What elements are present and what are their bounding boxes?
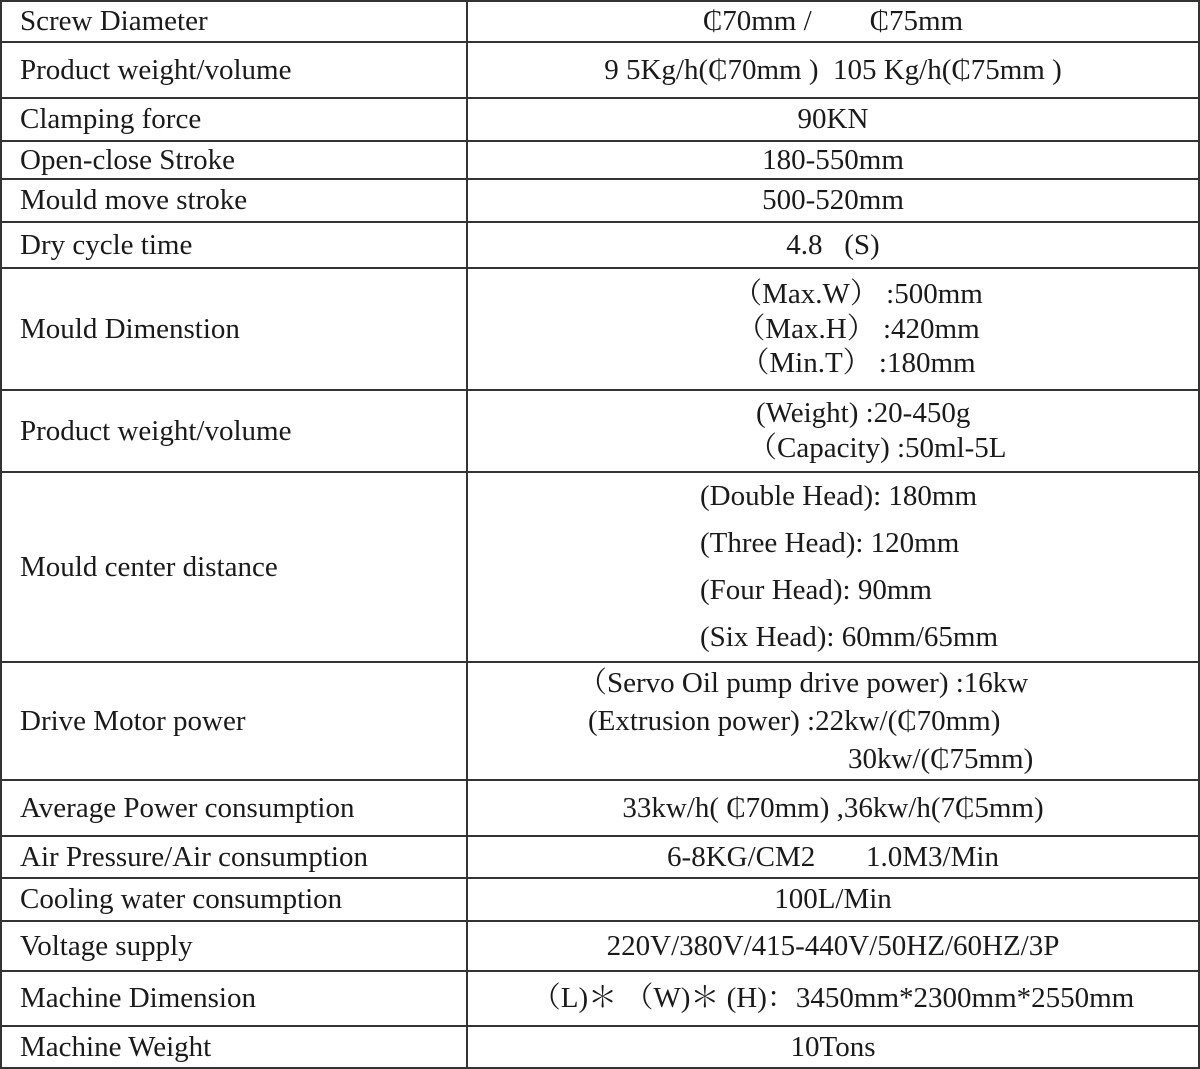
spec-value-line: （Max.W） :500mm: [733, 277, 983, 310]
table-row: [1, 1026, 1199, 1068]
spec-value-line: （Min.T） :180mm: [740, 347, 976, 380]
table-row: [1, 1, 1199, 42]
table-row: [1, 98, 1199, 141]
spec-value-line: 6-8KG/CM2 1.0M3/Min: [667, 840, 999, 873]
spec-value-line: 9 5Kg/h(₵70mm ) 105 Kg/h(₵75mm ): [604, 53, 1062, 86]
spec-value: [467, 98, 1199, 141]
spec-label: Open-close Stroke: [1, 141, 467, 179]
spec-value-line: 33kw/h( ₵70mm) ,36kw/h(7₵5mm): [622, 791, 1044, 824]
spec-value-line: (Six Head): 60mm/65mm: [700, 621, 999, 653]
spec-label: Average Power consumption: [1, 780, 467, 836]
table-row: [1, 222, 1199, 268]
spec-label: Drive Motor power: [1, 662, 467, 780]
spec-value: [467, 390, 1199, 472]
spec-value-line: （L)＊ （W)＊ (H)：3450mm*2300mm*2550mm: [531, 982, 1135, 1015]
table-row: [1, 878, 1199, 921]
spec-label: Product weight/volume: [1, 390, 467, 472]
spec-value: [467, 1026, 1199, 1068]
spec-label: Mould Dimenstion: [1, 268, 467, 390]
spec-value-line: (Double Head): 180mm: [700, 480, 978, 512]
spec-label: Dry cycle time: [1, 222, 467, 268]
spec-value: [467, 141, 1199, 179]
spec-value-line: （Servo Oil pump drive power) :16kw: [578, 667, 1029, 699]
spec-label: Machine Dimension: [1, 971, 467, 1026]
table-row: [1, 662, 1199, 780]
spec-label: Mould center distance: [1, 472, 467, 662]
spec-value: [467, 780, 1199, 836]
spec-label: Mould move stroke: [1, 179, 467, 222]
spec-value-line: (Weight) :20-450g: [756, 397, 971, 430]
spec-value: [467, 836, 1199, 878]
table-row: [1, 780, 1199, 836]
spec-value: [467, 179, 1199, 222]
table-row: [1, 268, 1199, 390]
spec-label: Machine Weight: [1, 1026, 467, 1068]
spec-label: Voltage supply: [1, 921, 467, 971]
spec-value-line: 100L/Min: [774, 883, 892, 916]
spec-value: [467, 268, 1199, 390]
table-row: [1, 971, 1199, 1026]
spec-label: Product weight/volume: [1, 42, 467, 98]
spec-value: [467, 222, 1199, 268]
spec-value: [467, 1, 1199, 42]
spec-value-line: （Max.H） :420mm: [736, 312, 980, 345]
spec-value-line: 500-520mm: [762, 184, 904, 217]
spec-value: [467, 472, 1199, 662]
spec-value-line: （Capacity) :50ml-5L: [748, 432, 1007, 464]
spec-value: [467, 971, 1199, 1026]
spec-label: Clamping force: [1, 98, 467, 141]
spec-label: Air Pressure/Air consumption: [1, 836, 467, 878]
spec-value-line: (Extrusion power) :22kw/(₵70mm): [588, 705, 1001, 737]
spec-value: [467, 878, 1199, 921]
spec-value-line: 220V/380V/415-440V/50HZ/60HZ/3P: [606, 929, 1060, 962]
spec-value: [467, 921, 1199, 971]
table-row: [1, 141, 1199, 179]
spec-value: [467, 42, 1199, 98]
table-row: [1, 42, 1199, 98]
table-row: [1, 921, 1199, 971]
spec-value-line: 4.8 (S): [786, 228, 880, 261]
spec-value-line: 30kw/(₵75mm): [848, 743, 1034, 775]
spec-value-line: 180-550mm: [762, 143, 904, 176]
spec-value: [467, 662, 1199, 780]
spec-value-line: 90KN: [797, 103, 869, 136]
spec-value-line: ₵70mm / ₵75mm: [702, 5, 964, 38]
spec-label: Cooling water consumption: [1, 878, 467, 921]
spec-value-line: (Three Head): 120mm: [700, 527, 960, 559]
spec-value-line: (Four Head): 90mm: [700, 574, 932, 606]
table-row: [1, 179, 1199, 222]
table-row: [1, 836, 1199, 878]
spec-label: Screw Diameter: [1, 1, 467, 42]
table-row: [1, 472, 1199, 662]
spec-value-line: 10Tons: [790, 1030, 876, 1063]
table-row: [1, 390, 1199, 472]
